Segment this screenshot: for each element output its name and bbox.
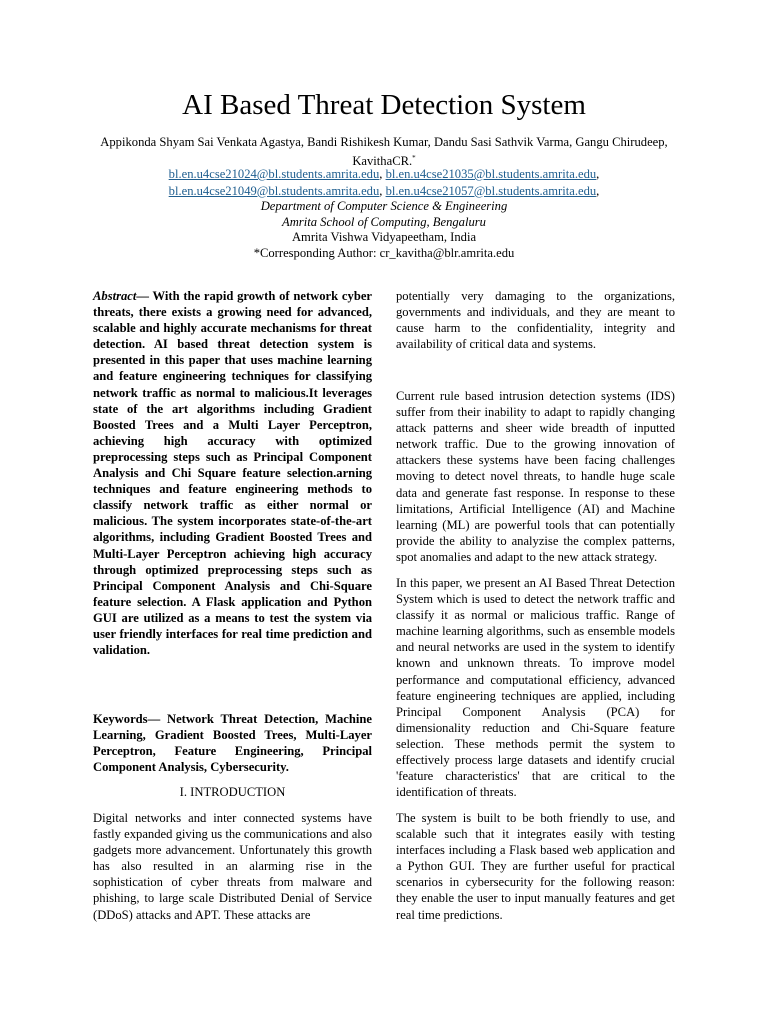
email-link-1[interactable]: bl.en.u4cse21024@bl.students.amrita.edu — [168, 167, 380, 181]
author-names: Appikonda Shyam Sai Venkata Agastya, Bandi Rishikesh Kumar, Dandu Sasi Sathvik Varma, Gangu Chirudeep, KavithaCR. — [100, 135, 668, 168]
abstract-dash: — — [136, 289, 153, 303]
author-list — [86, 134, 682, 169]
abstract-text: With the rapid growth of network cyber threats, there exists a growing need for advanced, scalable and highly accurate mechanisms for threat detection. AI based threat detection system is presented in this paper that uses machine learning and feature engineering techniques for classifying network traffic as normal to malicious.It leverages state of the art algorithms including Gradient Boosted Trees and a Multi Layer Perceptron, achieving high accuracy with optimized preprocessing steps such as Principal Component Analysis and Chi Square feature selection.arning techniques and feature engineering methods to classify network traffic as either normal or malicious. The system incorporates state-of-the-art algorithms, including Gradient Boosted Trees and Multi-Layer Perceptron achieving high accuracy through optimized preprocessing steps such as Principal Component Analysis and Chi-Square feature selection. A Flask application and Python GUI are utilized as a means to test the system via user friendly interfaces for real time prediction and validation. — [93, 289, 372, 658]
university: Amrita Vishwa Vidyapeetham, India — [291, 230, 477, 244]
email-link-4[interactable]: bl.en.u4cse21057@bl.students.amrita.edu — [385, 183, 597, 198]
keywords: Keywords— Network Threat Detection, Machine Learning, Gradient Boosted Trees, Multi-Layer Perceptron, Feature Engineering, Principal Component Analysis, Cybersecurity. — [93, 712, 372, 775]
department: Department of Computer Science & Engineering — [260, 199, 508, 213]
abstract — [93, 288, 372, 658]
right-paragraph-3: In this paper, we present an AI Based Threat Detection System which is used to detect the network traffic and classify it as normal or malicious traffic. Range of machine learning algorithms, such as ensemble models and neural networks are used in the system to identify known and unknown threats. To improve model performance and computational efficiency, advanced feature engineering techniques are applied, including Principal Component Analysis (PCA) for dimensionality reduction and Chi-Square feature selection. These methods permit the system to effectively process large datasets and identify crucial 'feature characteristics' that are critical to the identification of threats. — [396, 576, 675, 800]
affiliation — [60, 199, 708, 261]
corresponding-mark: * — [412, 154, 416, 162]
section-heading-introduction: I. INTRODUCTION — [179, 785, 286, 799]
right-paragraph-1: potentially very damaging to the organizations, governments and individuals, and they are meant to cause harm to the confidentiality, integrity and availability of critical data and systems. — [396, 289, 675, 352]
school: Amrita School of Computing, Bengaluru — [282, 214, 486, 229]
paper-title: AI Based Threat Detection System — [182, 89, 586, 121]
corresponding-author: *Corresponding Author: cr_kavitha@blr.amrita.edu — [253, 245, 515, 260]
abstract-label: Abstract — [93, 289, 137, 303]
author-emails: bl.en.u4cse21024@bl.students.amrita.edu, bl.en.u4cse21035@bl.students.amrita.edu, bl.en.u4cse21049@bl.students.amrita.edu, bl.en.u4cse21057@bl.students.amrita.edu, — [168, 167, 600, 198]
intro-paragraph-1: Digital networks and inter connected systems have fastly expanded giving us the communications and also gadgets more advancement. Unfortunately this growth has also resulted in an alarming rise in the sophistication of cyber threats from malware and phishing, to large scale Distributed Denial of Service (DDoS) attacks and APT. These attacks are — [93, 811, 372, 922]
right-paragraph-2: Current rule based intrusion detection systems (IDS) suffer from their inability to adapt to rapidly changing attack patterns and sheer wide breadth of inputted network traffic. Due to the growing innovation of attackers these systems have been facing challenges moving to detect novel threats, to handle huge scale data and generate fast response. In response to these limitations, Artificial Intelligence (AI) and Machine learning (ML) are powerful tools that can potentially provide the ability to analyzise the complex patterns, spot anomalies and adapt to the new attack strategy. — [396, 389, 675, 564]
email-link-2[interactable]: bl.en.u4cse21035@bl.students.amrita.edu — [385, 167, 597, 181]
right-paragraph-4: The system is built to be both friendly to use, and scalable such that it integrates easily with testing interfaces including a Flask based web application and a Python GUI. They are further useful for practical scenarios in cybersecurity for the following reason: they enable the user to input manually features and get real time predictions. — [396, 811, 675, 922]
email-link-3[interactable]: bl.en.u4cse21049@bl.students.amrita.edu — [168, 183, 380, 198]
